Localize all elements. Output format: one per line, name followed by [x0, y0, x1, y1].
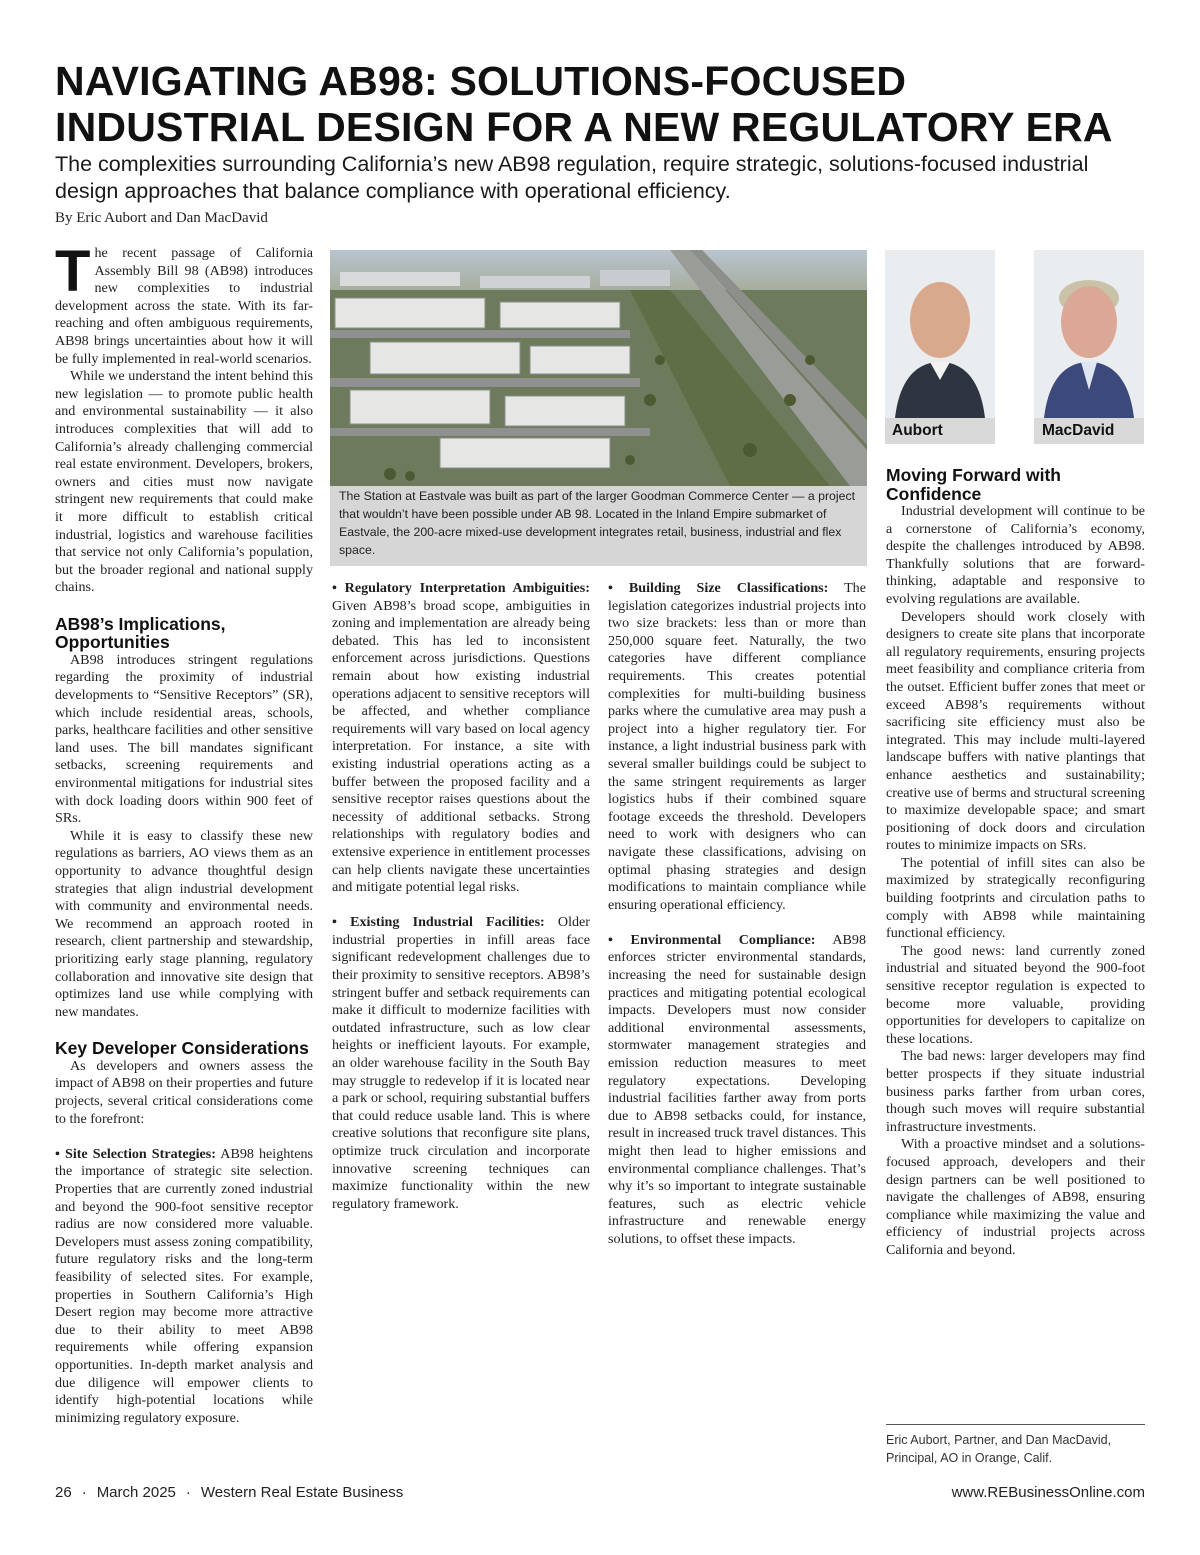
article-headline — [55, 58, 1155, 150]
bullet-text: The legislation categorizes industrial projects into two size brackets: less than or more than 250,000 square feet. Naturally, the two categories have different compliance requirements. This creates potential complexities for multi-building business parks where the cumulative area may push a project into a higher regulatory tier. For instance, a light industrial business park with several smaller buildings could be subject to the same stringent requirements as larger logistics hubs if their combined square footage exceeds the threshold. Developers need to work with designers who can navigate these classifications, advising on optimal phasing strategies and design modifications to maintain compliance while ensuring operational efficiency. — [608, 580, 866, 913]
paragraph-5: As developers and owners assess the impact of AB98 on their properties and future projects, several critical considerations come to the forefront: — [55, 1057, 313, 1127]
bullet-label: • Building Size Classifications: — [608, 580, 829, 596]
paragraph-9: The good news: land currently zoned industrial and situated beyond the 900-foot sensitive receptor regulation is expected to become more valuable, providing opportunities for developers to capitalize on these locations. — [886, 942, 1145, 1047]
column-2 — [332, 580, 590, 1213]
bullet-label: • Site Selection Strategies: — [55, 1145, 216, 1162]
portrait-macdavid-illustration — [1034, 250, 1144, 418]
paragraph-7: Developers should work closely with designers to create site plans that incorporate all regulatory requirements, ensuring projects meet feasibility and compliance criteria from the outset. Efficient buffer zones that meet or exceed AB98’s requirements without sacrificing site efficiency must also be integrated. This may include multi-layered landscape buffers with native plantings that enhance aesthetics and sustainability; creative use of berms and structural screening to maximize developable space; and smart positioning of dock doors and circulation routes to minimize impacts on SRs. — [886, 608, 1145, 854]
paragraph-1-text: he recent passage of California Assembly Bill 98 (AB98) introduces new complexities to industrial development across the state. With its far-reaching and often ambiguous requirements, AB98 brings uncertainties about how it will be fully implemented in real-world scenarios. — [55, 245, 313, 367]
bullet-environmental-compliance — [608, 932, 866, 1249]
paragraph-1 — [55, 239, 313, 368]
paragraph-8: The potential of infill sites can also be maximized by strategically reconfiguring building footprints and circulation paths to comply with AB98 while maintaining functional efficiency. — [886, 854, 1145, 942]
column-4 — [886, 466, 1145, 1260]
issue-date: March 2025 — [96, 1484, 176, 1501]
paragraph-3: AB98 introduces stringent regulations regarding the proximity of industrial developments to “Sensitive Receptors” (SR), which include residential areas, schools, parks, healthcare facilities and other sensitive land uses. The bill mandates significant setbacks, screening requirements and environmental mitigations for industrial sites with dock loading doors within 900 feet of SRs. — [55, 651, 313, 827]
aerial-photo-illustration — [330, 250, 867, 486]
footer-left — [55, 1484, 403, 1501]
author-note: Eric Aubort, Partner, and Dan MacDavid, Principal, AO in Orange, Calif. — [886, 1433, 1112, 1465]
bullet-site-selection — [55, 1146, 313, 1428]
aerial-photo-eastvale — [330, 250, 867, 486]
bullet-label: • Regulatory Interpretation Ambiguities: — [332, 580, 590, 596]
column-1 — [55, 239, 314, 1427]
bullet-text: AB98 enforces stricter environmental standards, increasing the need for sustainable design practices and mitigating potential ecological impacts. Developers must now consider additional environmental assessments, stormwater management strategies and emission reduction measures to meet regulatory expectations. Developing industrial facilities farther away from ports due to AB98 setbacks could, for instance, result in increased truck travel distances. This might then lead to higher emissions and environmental compliance challenges. That’s why it’s so important to integrate sustainable features, such as electric vehicle infrastructure and renewable energy solutions, to offset these impacts. — [608, 931, 866, 1247]
headshot-label: Aubort — [885, 418, 995, 444]
bullet-text: AB98 heightens the importance of strategic site selection. Properties that are currently zoned industrial and beyond the 900-foot sensitive receptor radius are now considered more valuable. Developers must assess zoning compatibility, future regulatory risks and the long-term feasibility of selected sites. For example, properties in Southern California’s High Desert region may become more attractive due to their ability to meet AB98 requirements while offering expansion opportunities. In-depth market analysis and due diligence will empower clients to identify high-potential locations while minimizing regulatory exposure. — [55, 1145, 314, 1426]
section-heading-considerations: Key Developer Considerations — [55, 1038, 309, 1059]
headshot-aubort — [885, 250, 995, 444]
paragraph-11: With a proactive mindset and a solutions-focused approach, developers and their design partners can be well positioned to navigate the challenges of AB98, ensuring compliance while maximizing the value and efficiency of industrial projects across California and beyond. — [886, 1136, 1145, 1258]
paragraph-10: The bad news: larger developers may find better prospects if they situate industrial business parks farther from urban cores, though such moves will require substantial infrastructure investments. — [886, 1048, 1145, 1135]
page-number: 26 — [55, 1484, 72, 1501]
bullet-text: Given AB98’s broad scope, ambiguities in zoning and implementation are already being debated. This has led to inconsistent enforcement across jurisdictions. Questions remain about how existing industrial operations adjacent to sensitive receptors will be affected, and whether compliance requirements will vary based on local agency interpretation. For instance, a site with existing industrial operations acting as a buffer between the proposed facility and a sensitive receptor raises questions about the necessity of additional setbacks. Strong relationships with regulatory bodies and extensive experience in entitlement processes can help clients navigate these uncertainties and mitigate potential legal risks. — [332, 597, 590, 896]
section-heading-moving-forward: Moving Forward with Confidence — [886, 465, 1061, 504]
section-heading-implications: AB98’s Implications, Opportunities — [55, 613, 226, 653]
paragraph-4: While it is easy to classify these new regulations as barriers, AO views them as an opportunity to advance thoughtful design strategies that align industrial development with community and environmental needs. We recommend an approach rooted in research, client partnership and stewardship, prioritizing early stage planning, regulatory collaboration and innovative site design that optimizes land use while complying with new mandates. — [55, 827, 313, 1020]
footer-separator: · — [81, 1484, 87, 1501]
author-note-divider — [886, 1424, 1145, 1425]
bullet-building-size — [608, 580, 866, 914]
column-3 — [608, 580, 866, 1249]
headshot-label: MacDavid — [1034, 418, 1144, 444]
footer-separator: · — [185, 1484, 191, 1501]
bullet-existing-facilities — [332, 914, 590, 1213]
paragraph-6: Industrial development will continue to be a cornerstone of California’s economy, despite the challenges introduced by AB98. Thankfully solutions that are forward-thinking, adaptable and responsive to evolving regulations are available. — [886, 503, 1145, 607]
bullet-text: Older industrial properties in infill areas face significant redevelopment challenges due to their proximity to sensitive receptors. AB98’s stringent buffer and setback requirements can make it difficult to modernize facilities with outdated infrastructure, such as low clear heights or inefficient layouts. For example, an older warehouse facility in the South Bay may struggle to redevelop if it is located near a park or school, requiring substantial buffers that could reduce usable land. This is where creative solutions that reconfigure site plans, optimize truck circulation and incorporate innovative screening techniques can maximize functionality within the new regulatory framework. — [332, 914, 590, 1212]
portrait-aubort-illustration — [885, 250, 995, 418]
photo-caption: The Station at Eastvale was built as part of the larger Goodman Commerce Center — a project that wouldn’t have been possible under AB 98. Located in the Inland Empire submarket of Eastvale, the 200-acre mixed-use development integrates retail, business, industrial and flex space. — [330, 486, 867, 566]
byline: By Eric Aubort and Dan MacDavid — [55, 210, 268, 226]
headline-line-1: NAVIGATING AB98: SOLUTIONS-FOCUSED — [55, 58, 907, 104]
article-dek: The complexities surrounding California’s new AB98 regulation, require strategic, solutions-focused industrial design approaches that balance compliance with operational efficiency. — [55, 152, 1089, 203]
paragraph-2: While we understand the intent behind this new legislation — to promote public health and environmental sustainability — it also introduces complexities that will add to California’s already challenging commercial real estate environment. Developers, brokers, owners and cities must now navigate stringent new requirements that could make it more difficult to establish critical industrial, logistics and warehouse facilities that service not only California’s population, but the broader regional and national supply chains. — [55, 368, 313, 596]
bullet-regulatory-interpretation — [332, 580, 590, 897]
drop-cap: T — [55, 239, 91, 304]
bullet-label: • Existing Industrial Facilities: — [332, 914, 545, 931]
publication-name: Western Real Estate Business — [200, 1484, 404, 1501]
bullet-label: • Environmental Compliance: — [608, 931, 816, 948]
headline-line-2: INDUSTRIAL DESIGN FOR A NEW REGULATORY ERA — [55, 104, 1113, 150]
website-link[interactable]: www.REBusinessOnline.com — [951, 1484, 1145, 1501]
headshot-macdavid — [1034, 250, 1144, 444]
